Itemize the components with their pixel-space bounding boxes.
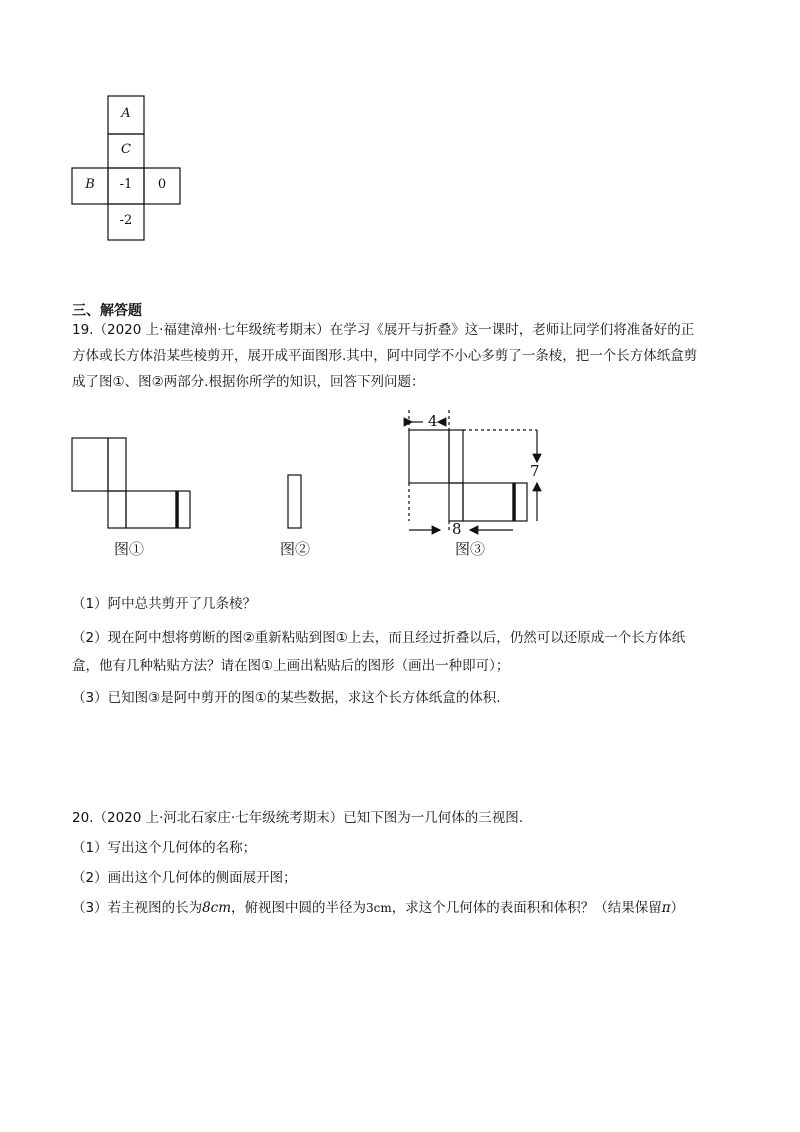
q19-sub3: （3）已知图③是阿中剪开的图①的某些数据，求这个长方体纸盒的体积.: [72, 690, 501, 706]
net-label-m2: -2: [119, 213, 133, 228]
fig3-caption: 图③: [455, 540, 486, 558]
dim-4-label: 4: [428, 412, 438, 430]
net-label-a: A: [121, 106, 131, 121]
q20-sub3-d: ）: [670, 900, 685, 916]
net-label-b: B: [85, 177, 95, 192]
q20-sub2: （2）画出这个几何体的侧面展开图；: [72, 870, 297, 886]
q20-line1: [72, 808, 523, 828]
q20-sub3-pi: π: [661, 900, 671, 916]
q19-number: 19.: [72, 322, 94, 338]
q19-sub2-line1: （2）现在阿中想将剪断的图②重新粘贴到图①上去，而且经过折叠以后，仍然可以还原成一个长方体纸: [72, 630, 686, 646]
figure-1: [72, 438, 190, 528]
q20-sub3: [72, 898, 684, 918]
q20-sub1: （1）写出这个几何体的名称；: [72, 840, 257, 856]
net-label-m1: -1: [119, 177, 133, 192]
dim-8-label: 8: [452, 520, 462, 538]
figure-2: [288, 475, 301, 528]
q20-number: 20.: [72, 810, 94, 826]
q20-sub3-radius: 3cm: [366, 901, 392, 915]
q20-line1-text: （2020 上·河北石家庄·七年级统考期末）已知下图为一几何体的三视图.: [93, 810, 524, 826]
section-title: 三、解答题: [72, 303, 142, 319]
q19-line3: 成了图①、图②两部分.根据你所学的知识，回答下列问题：: [72, 374, 425, 390]
q19-line1: [72, 320, 694, 340]
dim-7-label: 7: [530, 462, 540, 480]
q19-sub2-line2: 盒，他有几种粘贴方法？请在图①上画出粘贴后的图形（画出一种即可）；: [72, 658, 510, 674]
q20-sub3-c: ，求这个几何体的表面积和体积？（结果保留: [391, 900, 662, 916]
fig2-caption: 图②: [280, 540, 311, 558]
q20-sub3-a: （3）若主视图的长为: [72, 900, 203, 916]
q19-line2: 方体或长方体沿某些棱剪开，展开成平面图形.其中，阿中同学不小心多剪了一条棱，把一个长方体纸盒剪: [72, 348, 698, 364]
q20-sub3-length: 8cm: [202, 900, 232, 916]
q19-line1-text: （2020 上·福建漳州·七年级统考期末）在学习《展开与折叠》这一课时，老师让同学们将准备好的正: [93, 322, 695, 338]
q19-sub1: （1）阿中总共剪开了几条棱？: [72, 596, 257, 612]
q20-sub3-b: ，俯视图中圆的半径为: [231, 900, 367, 916]
q19-figures: [0, 400, 800, 600]
net-label-c: C: [121, 142, 131, 157]
net-label-zero: 0: [157, 177, 167, 192]
fig1-caption: 图①: [114, 540, 145, 558]
